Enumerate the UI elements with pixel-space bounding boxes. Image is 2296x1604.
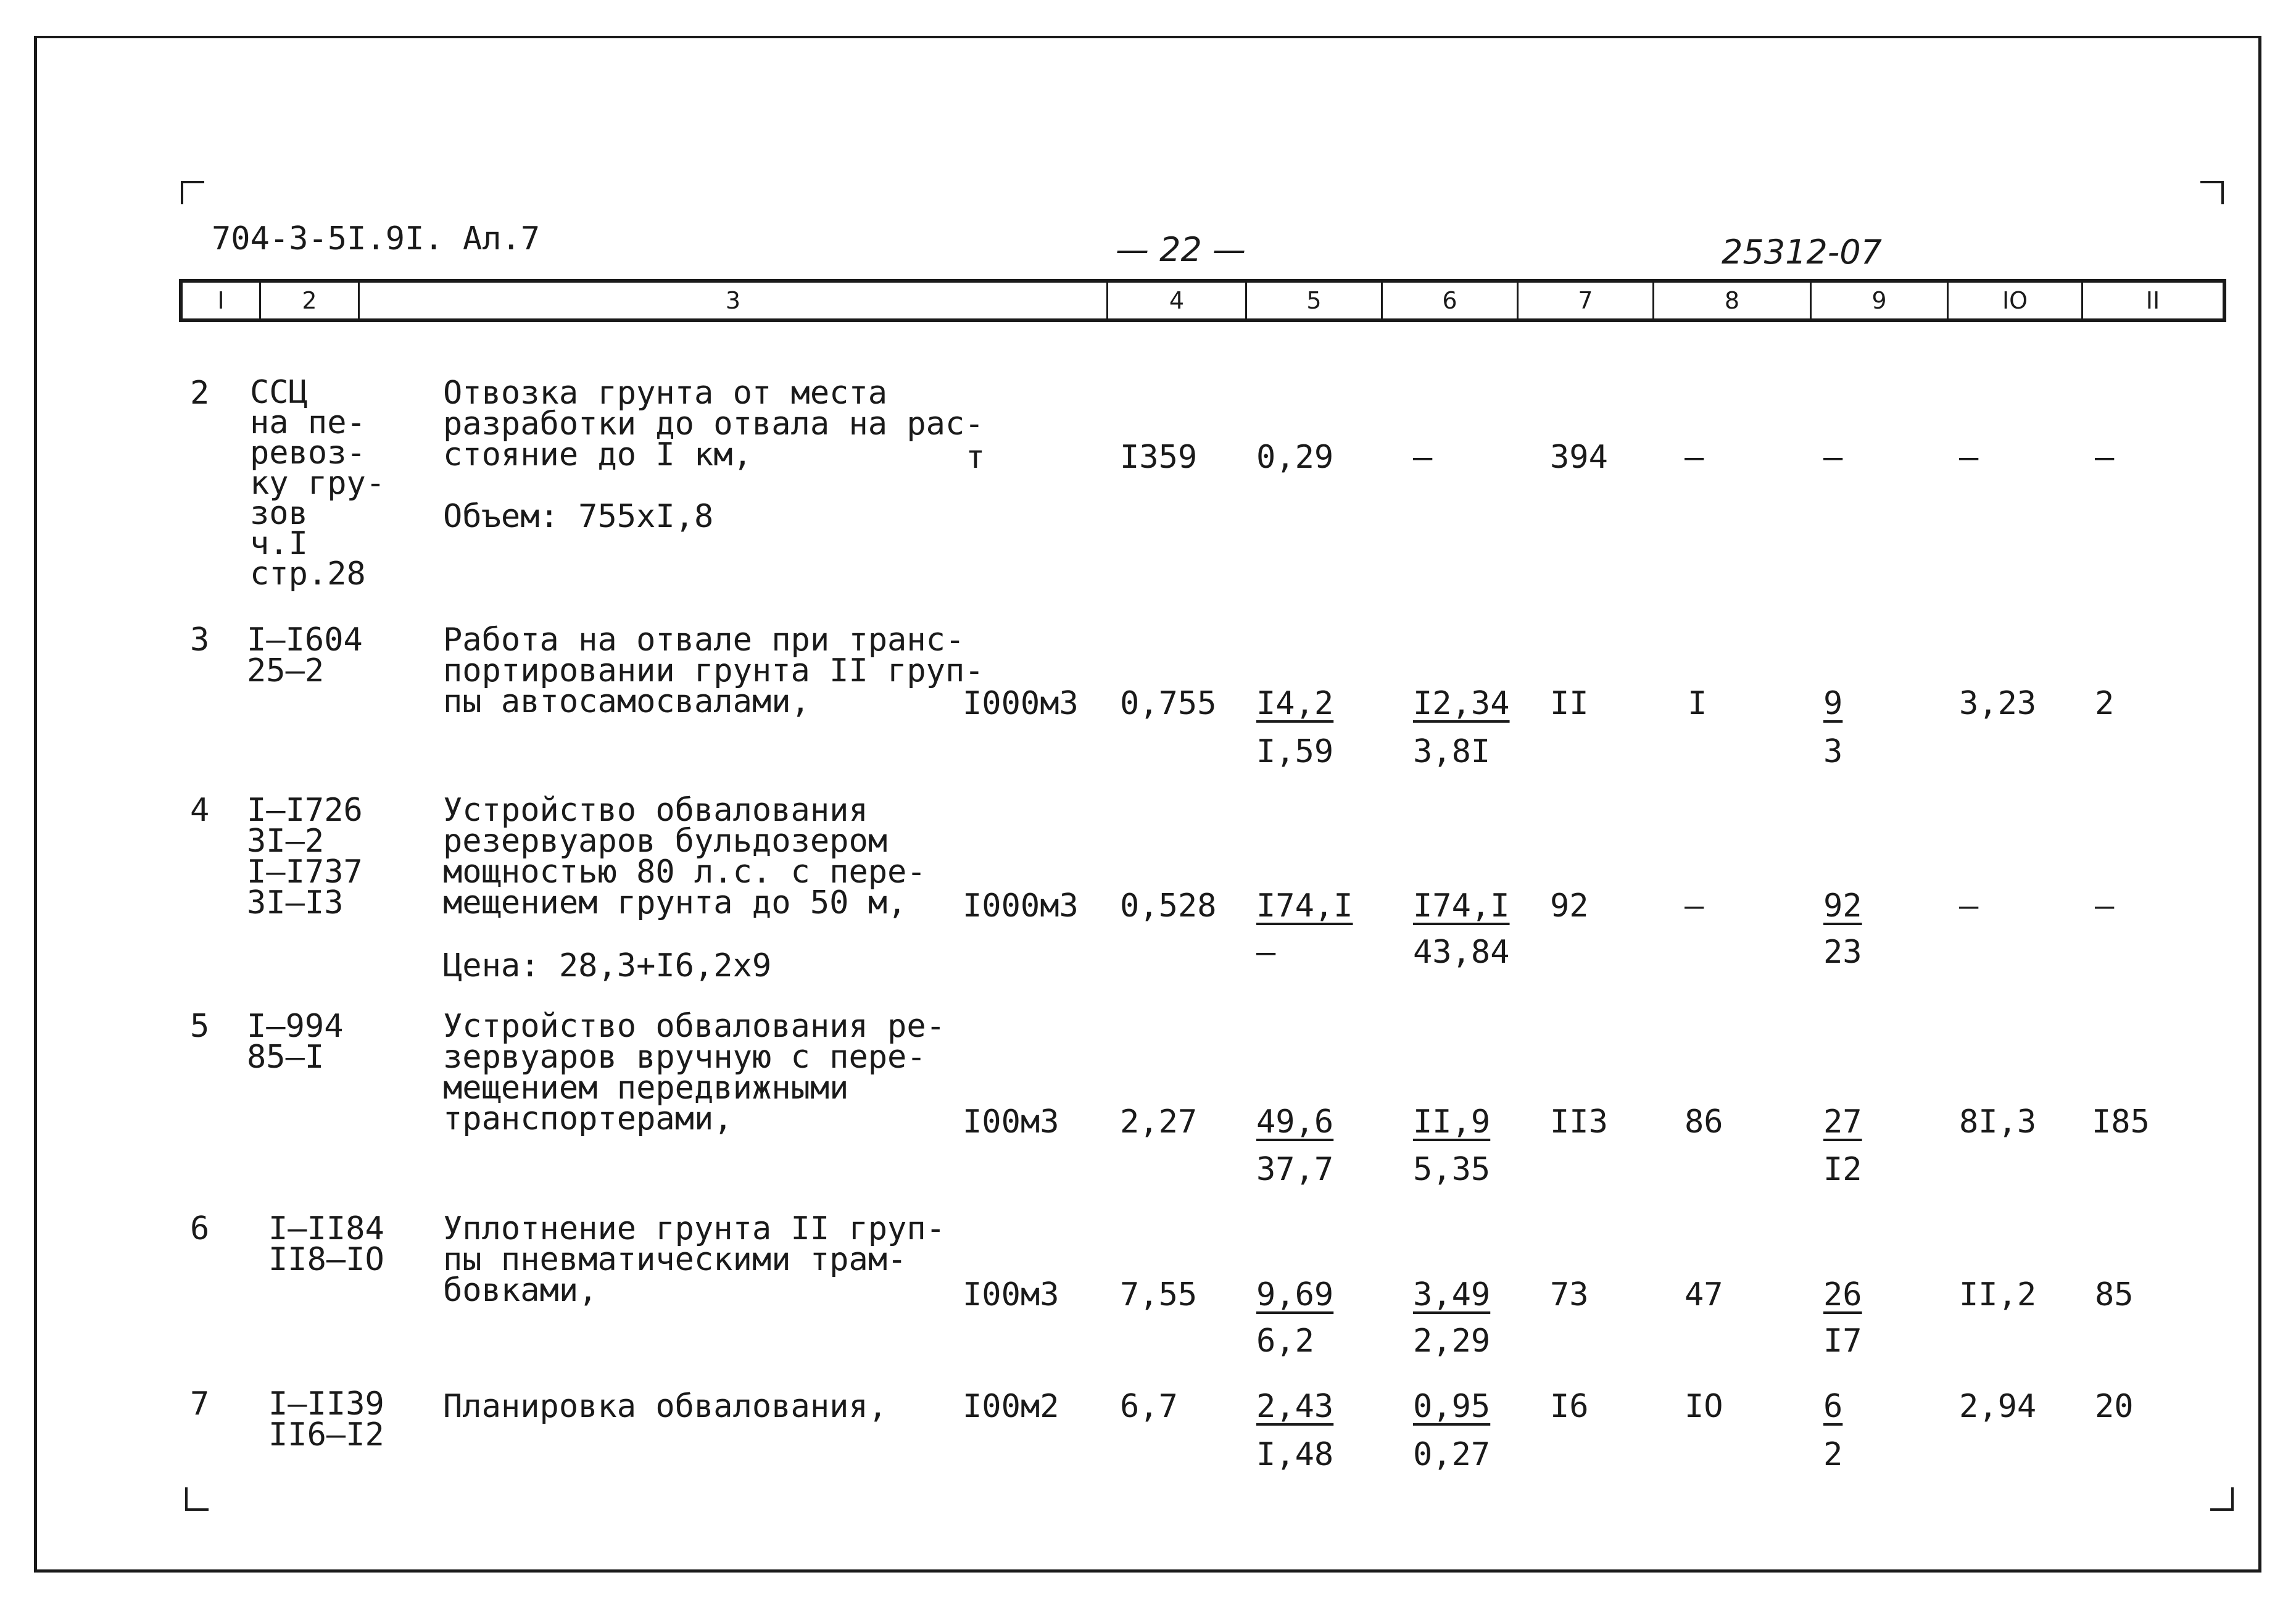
quantity: I359: [1120, 439, 1198, 476]
col6-value-top: I2,34: [1413, 685, 1510, 722]
col8-value: I: [1688, 685, 1707, 722]
col6-value-top: I74,I: [1413, 887, 1510, 925]
col8-value: 47: [1685, 1276, 1723, 1313]
col5-value-bottom: 6,2: [1256, 1323, 1314, 1360]
col6-value: –: [1413, 439, 1433, 476]
column-header: II: [2145, 287, 2160, 314]
work-description: Устройство обвалования ре- зервуаров вручную с пере- мещением передвижными транспортерами,: [443, 1008, 945, 1137]
col10-value: –: [1959, 887, 1979, 925]
col10-value: 2,94: [1959, 1388, 2037, 1425]
col7-value: II: [1550, 685, 1589, 722]
col9-value-bottom: I7: [1823, 1323, 1862, 1360]
col6-value-bottom: 0,27: [1413, 1436, 1491, 1473]
column-header: 7: [1519, 283, 1654, 318]
document-code: 704-3-5I.9I. Ал.7: [212, 220, 541, 257]
col5-value-top: 2,43: [1256, 1388, 1334, 1425]
corner-mark-bottom-right: [2210, 1487, 2234, 1511]
column-header: 4: [1108, 283, 1247, 318]
column-header: 6: [1383, 283, 1519, 318]
col8-value: –: [1685, 887, 1704, 925]
unit: I00м3: [963, 1103, 1059, 1141]
col5-value-top: 9,69: [1256, 1276, 1334, 1313]
col11-value: 2: [2095, 685, 2115, 722]
col9-value: –: [1823, 439, 1843, 476]
norm-code: I–II84 II8–IO: [268, 1210, 384, 1278]
row-number: 7: [190, 1386, 210, 1423]
col9-value-top: 27: [1823, 1103, 1862, 1141]
col9-value-top: 92: [1823, 887, 1862, 925]
column-header: 9: [1812, 283, 1949, 318]
work-description: Работа на отвале при транс- портировании грунта II груп- пы автосамосвалами,: [443, 621, 984, 720]
column-header: IO: [1949, 283, 2083, 318]
row-number: 5: [190, 1008, 210, 1045]
norm-code: I–I604 25–2: [247, 621, 363, 689]
col9-value-bottom: I2: [1823, 1151, 1862, 1188]
row-number: 6: [190, 1210, 210, 1247]
col11-value: –: [2095, 439, 2115, 476]
column-header-row: [179, 279, 2226, 322]
col7-value: 73: [1550, 1276, 1589, 1313]
col6-value-bottom: 43,84: [1413, 934, 1510, 971]
col9-value-bottom: 3: [1823, 733, 1843, 770]
quantity: 0,755: [1120, 685, 1217, 722]
col8-value: IO: [1685, 1388, 1723, 1425]
column-header: 8: [1654, 283, 1812, 318]
col9-value-top: 6: [1823, 1388, 1843, 1425]
work-description: Планировка обвалования,: [443, 1388, 888, 1425]
unit: I000м3: [963, 685, 1079, 722]
col5-value-bottom: I,48: [1256, 1436, 1334, 1473]
corner-mark-bottom-left: [185, 1487, 209, 1511]
unit: I00м2: [963, 1388, 1059, 1425]
row-number: 4: [190, 792, 210, 829]
col9-value-top: 26: [1823, 1276, 1862, 1313]
unit: т: [966, 439, 985, 476]
col11-value: I85: [2092, 1103, 2150, 1141]
quantity: 0,528: [1120, 887, 1217, 925]
work-description: Отвозка грунта от места разработки до отвала на рас- стояние до I км,: [443, 375, 984, 473]
col7-value: I6: [1550, 1388, 1589, 1425]
col11-value: 20: [2095, 1388, 2134, 1425]
col11-value: –: [2095, 887, 2115, 925]
col10-value: II,2: [1959, 1276, 2037, 1313]
col11-value: 85: [2095, 1276, 2134, 1313]
quantity: 2,27: [1120, 1103, 1198, 1141]
col8-value: –: [1685, 439, 1704, 476]
col5-value-top: 49,6: [1256, 1103, 1334, 1141]
norm-code: ССЦ на пе- ревоз- ку гру- зов ч.I стр.28: [250, 374, 386, 592]
col6-value-bottom: 2,29: [1413, 1323, 1491, 1360]
col9-value-bottom: 2: [1823, 1436, 1843, 1473]
unit: I000м3: [963, 887, 1079, 925]
col7-value: 394: [1550, 439, 1608, 476]
quantity: 6,7: [1120, 1388, 1178, 1425]
norm-code: I–II39 II6–I2: [268, 1386, 384, 1453]
corner-mark-top-left: [181, 181, 204, 204]
page-number: — 22 —: [1116, 230, 1246, 269]
col8-value: 86: [1685, 1103, 1723, 1141]
col7-value: 92: [1550, 887, 1589, 925]
norm-code: I–I726 3I–2 I–I737 3I–I3: [247, 792, 363, 921]
col5-value-bottom: I,59: [1256, 733, 1334, 770]
col10-value: 3,23: [1959, 685, 2037, 722]
col5-value: 0,29: [1256, 439, 1334, 476]
column-header: 2: [261, 283, 360, 318]
norm-code: I–994 85–I: [247, 1008, 344, 1076]
column-header: I: [183, 283, 261, 318]
col6-value-top: 3,49: [1413, 1276, 1491, 1313]
col5-value-bottom: –: [1256, 934, 1276, 971]
column-header: 5: [1247, 283, 1383, 318]
column-header: 3: [360, 283, 1108, 318]
work-note: Объем: 755хI,8: [443, 498, 714, 535]
inventory-number: 25312-07: [1722, 233, 1882, 272]
col6-value-top: II,9: [1413, 1103, 1491, 1141]
col5-value-top: I4,2: [1256, 685, 1334, 722]
col9-value-top: 9: [1823, 685, 1843, 722]
col6-value-top: 0,95: [1413, 1388, 1491, 1425]
corner-mark-top-right: [2200, 181, 2224, 204]
work-description: Устройство обвалования резервуаров бульдозером мощностью 80 л.с. с пере- мещением грунта до 50 м,: [443, 792, 926, 921]
col10-value: –: [1959, 439, 1979, 476]
work-note: Цена: 28,3+I6,2х9: [443, 947, 772, 984]
unit: I00м3: [963, 1276, 1059, 1313]
col5-value-bottom: 37,7: [1256, 1151, 1334, 1188]
col9-value-bottom: 23: [1823, 934, 1862, 971]
col10-value: 8I,3: [1959, 1103, 2037, 1141]
col5-value-top: I74,I: [1256, 887, 1353, 925]
col6-value-bottom: 3,8I: [1413, 733, 1491, 770]
col6-value-bottom: 5,35: [1413, 1151, 1491, 1188]
work-description: Уплотнение грунта II груп- пы пневматическими трам- бовками,: [443, 1210, 945, 1309]
row-number: 3: [190, 621, 210, 659]
quantity: 7,55: [1120, 1276, 1198, 1313]
col7-value: II3: [1550, 1103, 1608, 1141]
row-number: 2: [190, 375, 210, 412]
